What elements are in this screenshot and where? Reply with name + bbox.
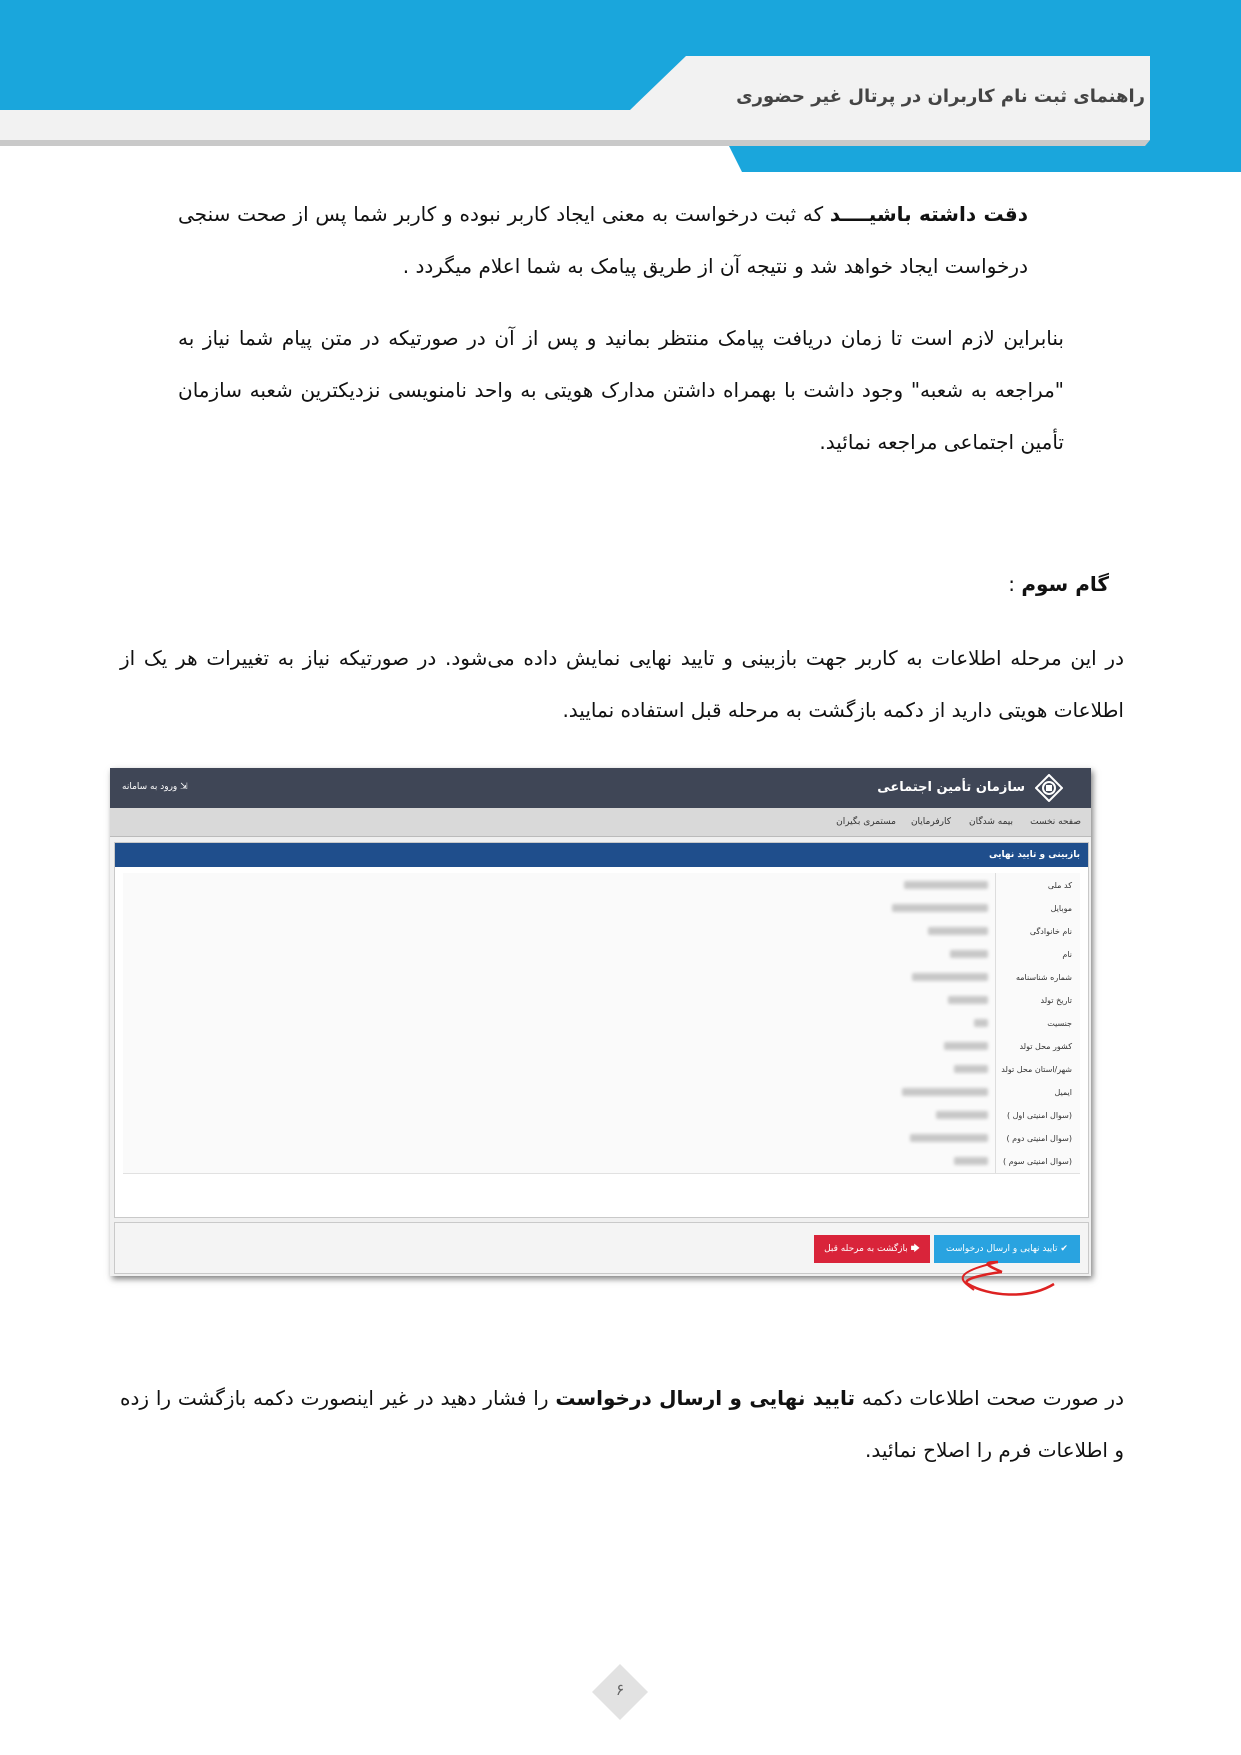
review-row <box>123 1126 1080 1151</box>
review-row-label-cell <box>995 896 1080 920</box>
review-row-label: جنسیت <box>1047 1019 1072 1028</box>
review-row-label: کشور محل تولد <box>1019 1042 1072 1051</box>
step-three-colon: : <box>1008 572 1022 596</box>
review-row-label-cell <box>995 873 1080 897</box>
final-paragraph <box>120 1372 1124 1476</box>
login-label: ورود به سامانه <box>122 782 178 792</box>
final-text-bold: تایید نهایی و ارسال درخواست <box>555 1386 855 1410</box>
review-row-label-cell <box>995 988 1080 1012</box>
note-bold: دقت داشته باشیــــد <box>829 202 1028 226</box>
ssio-logo-icon <box>1035 774 1063 802</box>
review-row-value-redacted <box>904 881 988 889</box>
review-row <box>123 896 1080 921</box>
review-row-value-redacted <box>910 1134 988 1142</box>
review-row <box>123 1103 1080 1128</box>
review-row-label-cell <box>995 942 1080 966</box>
final-confirm-button[interactable]: ✔ تایید نهایی و ارسال درخواست <box>934 1235 1080 1263</box>
final-text-rest: را فشار دهید در غیر اینصورت دکمه بازگشت را زده و اطلاعات فرم را اصلاح نمائید. <box>120 1386 1124 1462</box>
review-row-label-cell <box>995 1034 1080 1058</box>
review-row-value-redacted <box>954 1065 988 1073</box>
review-panel <box>114 842 1089 1218</box>
review-row-label: (سوال امنیتی سوم ) <box>1003 1157 1072 1166</box>
review-row-label-cell <box>995 919 1080 943</box>
review-row-label-cell <box>995 1126 1080 1150</box>
review-row <box>123 1149 1080 1174</box>
review-row-label: (سوال امنیتی دوم ) <box>1006 1134 1072 1143</box>
nav-item-insured[interactable]: بیمه شدگان <box>968 817 1013 827</box>
review-row-label-cell <box>995 1080 1080 1104</box>
review-row-label-cell <box>995 965 1080 989</box>
review-row <box>123 919 1080 944</box>
review-row-value-redacted <box>936 1111 988 1119</box>
step-three-heading <box>1008 572 1109 596</box>
step-three-paragraph: در این مرحله اطلاعات به کاربر جهت بازبینی و تایید نهایی نمایش داده می‌شود. در صورتیکه نیاز به تغییرات هر یک از اطلاعات هویتی دارید از دکمه بازگشت به مرحله قبل استفاده نمایید. <box>120 646 1124 722</box>
back-button[interactable]: 🡆 بازگشت به مرحله قبل <box>814 1235 930 1263</box>
review-row-label-cell <box>995 1057 1080 1081</box>
review-row-label: ایمیل <box>1054 1088 1072 1097</box>
note-text: که ثبت درخواست به معنی ایجاد کاربر نبوده و کاربر شما پس از صحت سنجی درخواست ایجاد خواهد شد و نتیجه آن از طریق پیامک به شما اعلام میگردد . <box>178 202 1028 278</box>
portal-nav <box>110 808 1091 837</box>
pointer-arrow-icon <box>868 1244 1058 1304</box>
review-row-value-redacted <box>948 996 988 1004</box>
review-row-label: نام <box>1062 950 1072 959</box>
review-row <box>123 1057 1080 1082</box>
review-row-value-redacted <box>892 904 988 912</box>
portal-logo-text: سازمان تأمین اجتماعی <box>877 780 1025 795</box>
review-row-label: شماره شناسنامه <box>1015 973 1072 982</box>
review-panel-header <box>115 843 1088 867</box>
review-row <box>123 942 1080 967</box>
review-row-value-redacted <box>928 927 988 935</box>
review-row-label: نام خانوادگی <box>1029 927 1072 936</box>
review-row-value-redacted <box>954 1157 988 1165</box>
page-number: ۶ <box>615 1680 625 1699</box>
review-row-value-redacted <box>902 1088 988 1096</box>
review-row-value-redacted <box>974 1019 988 1027</box>
review-row <box>123 988 1080 1013</box>
final-text-start: در صورت صحت اطلاعات دکمه <box>855 1386 1124 1410</box>
review-row-value-redacted <box>944 1042 988 1050</box>
review-panel-title: بازبینی و تایید نهایی <box>989 850 1080 860</box>
nav-item-home[interactable]: صفحه نخست <box>1030 817 1081 827</box>
review-screenshot <box>110 768 1091 1276</box>
review-row-value-redacted <box>912 973 988 981</box>
header-title: راهنمای ثبت نام کاربران در پرتال غیر حضوری <box>736 86 1145 107</box>
review-row-label-cell <box>995 1103 1080 1127</box>
review-row-label-cell <box>995 1011 1080 1035</box>
portal-topbar <box>110 768 1091 808</box>
review-row-label: موبایل <box>1050 904 1072 913</box>
review-row <box>123 873 1080 898</box>
review-row-label-cell <box>995 1149 1080 1173</box>
sms-paragraph: بنابراین لازم است تا زمان دریافت پیامک منتظر بمانید و پس از آن در صورتیکه در متن پیام شما نیاز به "مراجعه به شعبه" وجود داشت با بهمراه داشتن مدارک هویتی به واحد نامنویسی نزدیکترین شعبه سازمان تأمین اجتماعی مراجعه نمائید. <box>178 326 1064 454</box>
review-row <box>123 1080 1080 1105</box>
login-link[interactable] <box>122 782 188 792</box>
review-row-label: (سوال امنیتی اول ) <box>1006 1111 1072 1120</box>
nav-item-employers[interactable]: کارفرمایان <box>910 817 951 827</box>
review-row <box>123 1034 1080 1059</box>
review-row-label: شهر/استان محل تولد <box>1001 1065 1072 1074</box>
review-row-label: کد ملی <box>1047 881 1072 890</box>
review-row <box>123 1011 1080 1036</box>
step-three-title: گام سوم <box>1021 572 1109 596</box>
nav-item-pensioners[interactable]: مستمری بگیران <box>836 817 896 827</box>
review-row-label: تاریخ تولد <box>1040 996 1072 1005</box>
login-icon: ⇲ <box>177 782 188 792</box>
review-row <box>123 965 1080 990</box>
note-paragraph <box>178 188 1028 292</box>
review-row-value-redacted <box>950 950 988 958</box>
